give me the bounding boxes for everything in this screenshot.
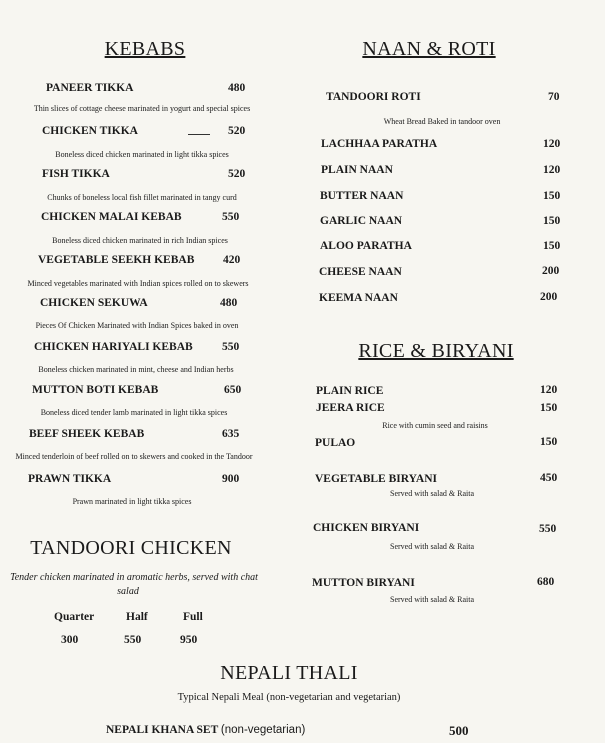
menu-item-price: 150 — [543, 190, 561, 202]
menu-item-price: 650 — [224, 384, 242, 396]
menu-item-price: 150 — [543, 215, 561, 227]
pen-mark — [188, 134, 210, 135]
menu-item-name: BUTTER NAAN — [320, 190, 404, 202]
tandoori-chicken-heading: TANDOORI CHICKEN — [30, 537, 232, 559]
size-price-half: 550 — [124, 634, 142, 646]
tandoori-chicken-description: Tender chicken marinated in aromatic herbs, served with chat — [10, 572, 258, 583]
menu-item-description: Boneless diced tender lamb marinated in light tikka spices — [40, 408, 228, 417]
menu-item-name: PLAIN RICE — [316, 385, 384, 397]
size-label-quarter: Quarter — [54, 611, 95, 623]
size-label-full: Full — [183, 611, 203, 623]
menu-item-description: Minced vegetables marinated with Indian spices rolled on to skewers — [27, 279, 249, 288]
menu-item-name: TANDOORI ROTI — [326, 91, 421, 103]
nepali-khana-set-price: 500 — [449, 723, 469, 738]
menu-item-description: Boneless diced chicken marinated in rich Indian spices — [52, 236, 228, 245]
menu-item-name: LACHHAA PARATHA — [321, 138, 438, 150]
menu-item-price: 150 — [543, 240, 561, 252]
menu-item-description: Served with salad & Raita — [390, 489, 474, 498]
menu-item-price: 680 — [537, 576, 555, 588]
menu-item-name: JEERA RICE — [316, 402, 385, 414]
menu-item-description: Wheat Bread Baked in tandoor oven — [383, 117, 501, 126]
naan-roti-heading: NAAN & ROTI — [362, 38, 496, 60]
menu-item-price: 150 — [540, 402, 558, 414]
menu-item-name: CHICKEN SEKUWA — [40, 297, 148, 309]
nepali-khana-set-variant: (non-vegetarian) — [220, 724, 306, 736]
menu-item-price: 480 — [228, 82, 246, 94]
menu-item-price: 120 — [540, 384, 558, 396]
menu-item-name: CHICKEN HARIYALI KEBAB — [34, 341, 193, 353]
menu-item-price: 520 — [228, 125, 246, 137]
menu-item-price: 900 — [222, 473, 240, 485]
menu-item-price: 635 — [222, 428, 240, 440]
menu-item-price: 150 — [540, 436, 558, 448]
kebabs-heading: KEBABS — [104, 38, 186, 60]
menu-item-description: Boneless diced chicken marinated in light tikka spices — [55, 150, 229, 159]
menu-item-name: CHICKEN TIKKA — [42, 125, 138, 137]
menu-item-description: Rice with cumin seed and raisins — [382, 421, 488, 430]
nepali-thali-heading: NEPALI THALI — [220, 662, 358, 684]
menu-item-name: PANEER TIKKA — [46, 82, 134, 94]
size-label-half: Half — [126, 611, 148, 623]
menu-item-description: Served with salad & Raita — [390, 542, 474, 551]
menu-item-description: Minced tenderloin of beef rolled on to skewers and cooked in the Tandoor — [15, 452, 253, 461]
menu-item-price: 420 — [223, 254, 241, 266]
size-price-full: 950 — [180, 634, 198, 646]
menu-item-price: 450 — [540, 472, 558, 484]
menu-item-description: Thin slices of cottage cheese marinated in yogurt and special spices — [33, 104, 251, 113]
menu-item-price: 200 — [540, 291, 558, 303]
menu-item-name: MUTTON BIRYANI — [312, 577, 415, 589]
menu-item-description: Chunks of boneless local fish fillet marinated in tangy curd — [47, 193, 237, 202]
menu-item-description: Prawn marinated in light tikka spices — [72, 497, 192, 506]
menu-item-price: 550 — [539, 523, 557, 535]
menu-item-name: PLAIN NAAN — [321, 164, 393, 176]
menu-item-name: PULAO — [315, 437, 356, 449]
nepali-khana-set-label: NEPALI KHANA SET — [106, 724, 219, 736]
menu-item-price: 550 — [222, 341, 240, 353]
menu-item-price: 120 — [543, 138, 561, 150]
menu-item-price: 70 — [548, 91, 560, 103]
nepali-thali-subtitle: Typical Nepali Meal (non-vegetarian and vegetarian) — [177, 692, 401, 703]
menu-item-name: CHICKEN BIRYANI — [313, 522, 420, 534]
menu-item-name: CHICKEN MALAI KEBAB — [41, 211, 182, 223]
size-price-quarter: 300 — [61, 634, 79, 646]
menu-item-name: PRAWN TIKKA — [28, 473, 112, 485]
menu-item-name: KEEMA NAAN — [319, 292, 398, 304]
menu-item-name: ALOO PARATHA — [320, 240, 412, 252]
menu-item-description: Boneless chicken marinated in mint, cheese and Indian herbs — [38, 365, 234, 374]
menu-item-name: VEGETABLE BIRYANI — [315, 473, 437, 485]
menu-item-price: 200 — [542, 265, 560, 277]
menu-item-name: BEEF SHEEK KEBAB — [29, 428, 145, 440]
menu-item-name: VEGETABLE SEEKH KEBAB — [38, 254, 195, 266]
menu-item-price: 550 — [222, 211, 240, 223]
menu-item-description: Served with salad & Raita — [390, 595, 474, 604]
menu-item-price: 520 — [228, 168, 246, 180]
menu-item-name: CHEESE NAAN — [319, 266, 402, 278]
menu-item-price: 480 — [220, 297, 238, 309]
menu-item-price: 120 — [543, 164, 561, 176]
tandoori-chicken-description-cont: salad — [117, 586, 139, 597]
menu-item-name: FISH TIKKA — [42, 168, 110, 180]
menu-item-name: MUTTON BOTI KEBAB — [32, 384, 159, 396]
rice-biryani-heading: RICE & BIRYANI — [358, 340, 514, 362]
menu-item-description: Pieces Of Chicken Marinated with Indian Spices baked in oven — [35, 321, 239, 330]
nepali-khana-set-name — [106, 724, 305, 736]
menu-item-name: GARLIC NAAN — [320, 215, 403, 227]
